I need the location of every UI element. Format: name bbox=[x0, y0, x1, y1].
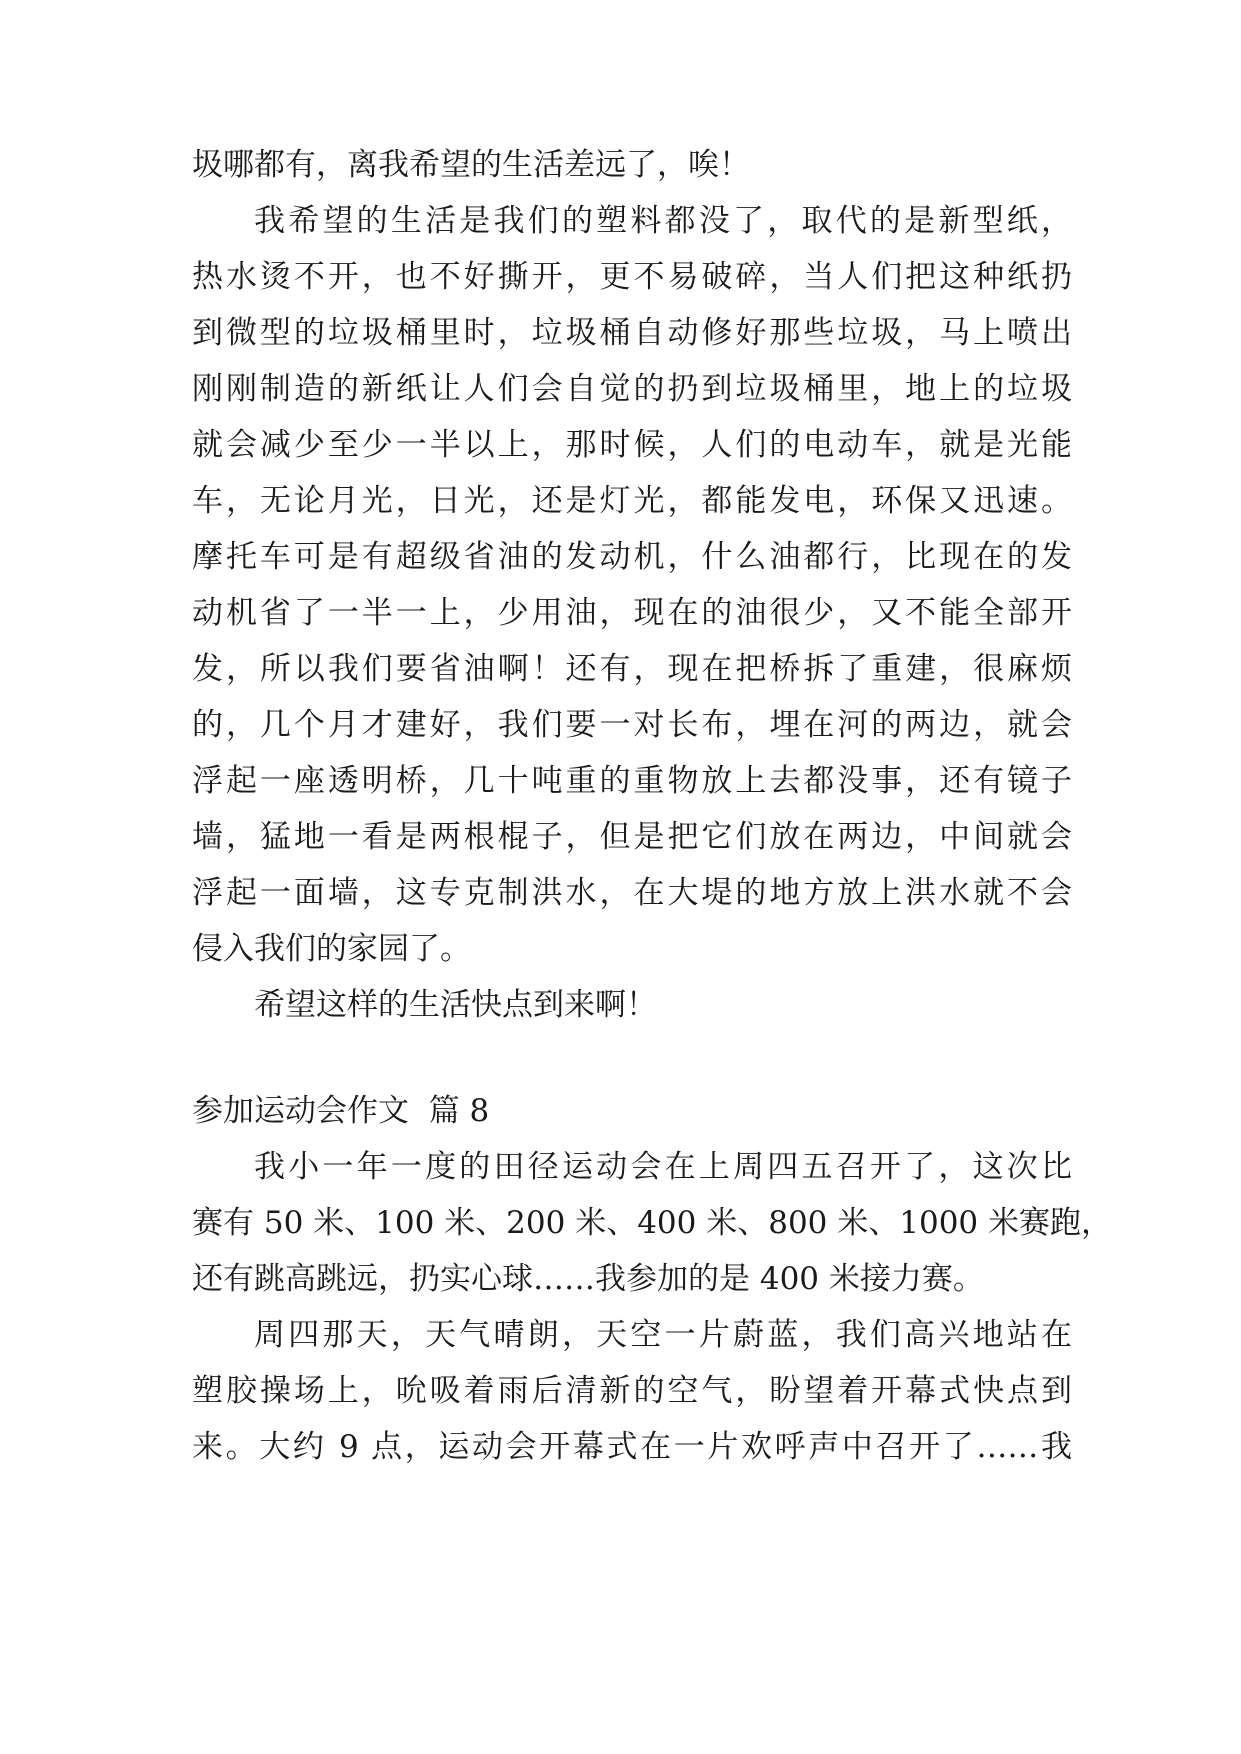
text-line: 浮起一面墙，这专克制洪水，在大堤的地方放上洪水就不会 bbox=[192, 875, 1072, 911]
text-line: 发，所以我们要省油啊！还有，现在把桥拆了重建，很麻烦 bbox=[192, 651, 1072, 687]
text-line: 热水烫不开，也不好撕开，更不易破碎，当人们把这种纸扔 bbox=[192, 259, 1072, 295]
paragraph-first-line: 希望这样的生活快点到来啊！ bbox=[254, 987, 657, 1023]
text-line: 的，几个月才建好，我们要一对长布，埋在河的两边，就会 bbox=[192, 707, 1072, 743]
text-line: 圾哪都有，离我希望的生活差远了，唉！ bbox=[192, 147, 750, 183]
text-line: 墙，猛地一看是两根棍子，但是把它们放在两边，中间就会 bbox=[192, 819, 1072, 855]
paragraph-first-line: 我小一年一度的田径运动会在上周四五召开了，这次比 bbox=[254, 1149, 1072, 1185]
text-line: 刚刚制造的新纸让人们会自觉的扔到垃圾桶里，地上的垃圾 bbox=[192, 371, 1072, 407]
paragraph-first-line: 我希望的生活是我们的塑料都没了，取代的是新型纸， bbox=[254, 203, 1072, 239]
text-line: 来。大约 9 点，运动会开幕式在一片欢呼声中召开了……我 bbox=[192, 1429, 1072, 1465]
text-line: 还有跳高跳远，扔实心球……我参加的是 400 米接力赛。 bbox=[192, 1261, 984, 1297]
text-line: 就会减少至少一半以上，那时候，人们的电动车，就是光能 bbox=[192, 427, 1072, 463]
text-line: 到微型的垃圾桶里时，垃圾桶自动修好那些垃圾，马上喷出 bbox=[192, 315, 1072, 351]
section-heading: 参加运动会作文 篇 8 bbox=[192, 1093, 490, 1129]
text-line: 动机省了一半一上，少用油，现在的油很少，又不能全部开 bbox=[192, 595, 1072, 631]
text-line: 车，无论月光，日光，还是灯光，都能发电，环保又迅速。 bbox=[192, 483, 1072, 519]
text-line: 摩托车可是有超级省油的发动机，什么油都行，比现在的发 bbox=[192, 539, 1072, 575]
paragraph-first-line: 周四那天，天气晴朗，天空一片蔚蓝，我们高兴地站在 bbox=[254, 1317, 1072, 1353]
text-line: 塑胶操场上，吮吸着雨后清新的空气，盼望着开幕式快点到 bbox=[192, 1373, 1072, 1409]
text-line: 赛有 50 米、100 米、200 米、400 米、800 米、1000 米赛跑， bbox=[192, 1205, 1112, 1241]
text-line: 浮起一座透明桥，几十吨重的重物放上去都没事，还有镜子 bbox=[192, 763, 1072, 799]
text-line: 侵入我们的家园了。 bbox=[192, 931, 471, 967]
